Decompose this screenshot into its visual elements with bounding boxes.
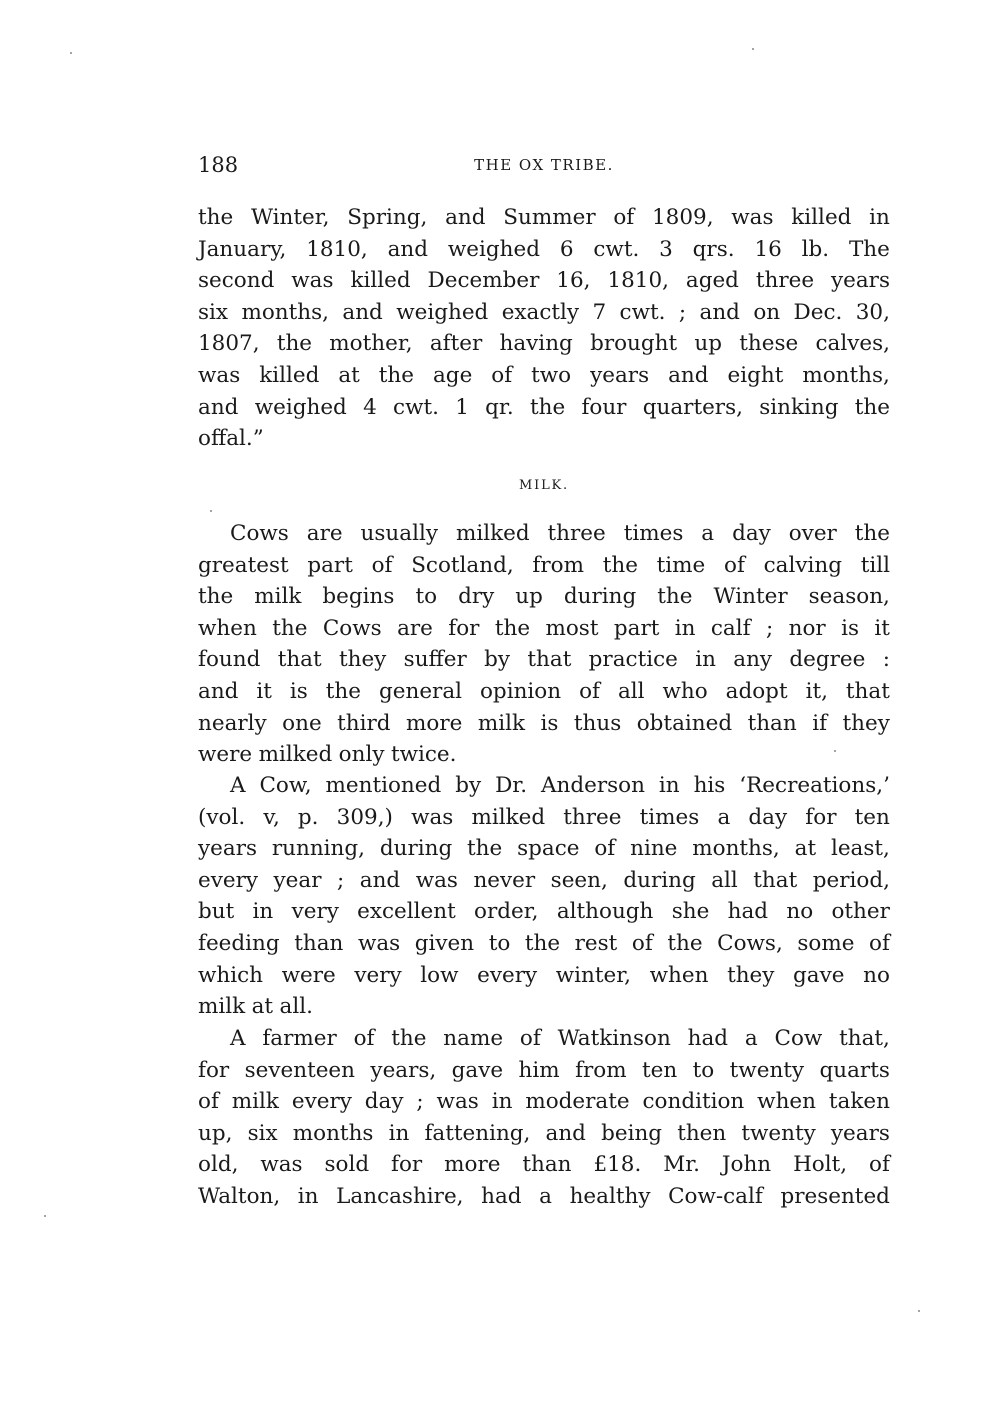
text-line: the Winter, Spring, and Summer of 1809, was killed in [198,205,890,230]
text-line: nearly one third more milk is thus obtained than if they [198,710,890,736]
text-line: and it is the general opinion of all who adopt it, that [198,678,890,704]
text-line: second was killed December 16, 1810, aged three years [198,268,890,294]
text-line: greatest part of Scotland, from the time of calving till [198,552,890,578]
text-line: which were very low every winter, when they gave no [198,962,890,988]
paper-speck [834,750,836,752]
running-title: THE OX TRIBE. [474,156,614,174]
text-line: was killed at the age of two years and eight months, [198,362,890,388]
text-line: A Cow, mentioned by Dr. Anderson in his ‘Recreations,’ [230,773,890,798]
text-line: of milk every day ; was in moderate condition when taken [198,1089,890,1115]
text-line: feeding than was given to the rest of the Cows, some of [198,930,890,956]
paper-speck [752,48,754,50]
paragraph-watkinson-cow [198,1023,890,1213]
text-line: January, 1810, and weighed 6 cwt. 3 qrs. 16 lb. The [198,236,890,262]
running-head [198,153,890,183]
paper-speck [210,510,212,512]
text-line: up, six months in fattening, and being then twenty years [198,1120,890,1146]
text-line: years running, during the space of nine months, at least, [198,836,890,862]
text-line: offal.” [198,426,264,452]
text-line: every year ; and was never seen, during all that period, [198,867,890,893]
text-line: and weighed 4 cwt. 1 qr. the four quarters, sinking the [198,394,890,420]
text-line: were milked only twice. [198,742,457,768]
text-line: A farmer of the name of Watkinson had a Cow that, [230,1026,890,1051]
text-line: (vol. v, p. 309,) was milked three times a day for ten [198,804,890,830]
text-line: when the Cows are for the most part in calf ; nor is it [198,615,890,641]
text-line: milk at all. [198,994,313,1020]
page-number: 188 [198,153,239,177]
text-line: for seventeen years, gave him from ten to twenty quarts [198,1057,890,1083]
paragraph-anderson-cow [198,770,890,1023]
paper-speck [44,1215,46,1217]
text-line: Walton, in Lancashire, had a healthy Cow-calf presented [198,1183,890,1209]
text-line: found that they suffer by that practice in any degree : [198,647,890,673]
text-line: 1807, the mother, after having brought up these calves, [198,331,890,357]
text-line: but in very excellent order, although she had no other [198,899,890,925]
paper-speck [918,1310,920,1312]
text-line: six months, and weighed exactly 7 cwt. ; and on Dec. 30, [198,299,890,325]
paper-speck [70,52,72,54]
paragraph-milking-frequency [198,518,890,771]
text-line: Cows are usually milked three times a day over the [230,521,890,546]
section-heading-milk: MILK. [519,478,569,493]
paragraph-continuation [198,202,890,455]
text-line: old, was sold for more than £18. Mr. John Holt, of [198,1152,890,1178]
text-line: the milk begins to dry up during the Winter season, [198,584,890,610]
